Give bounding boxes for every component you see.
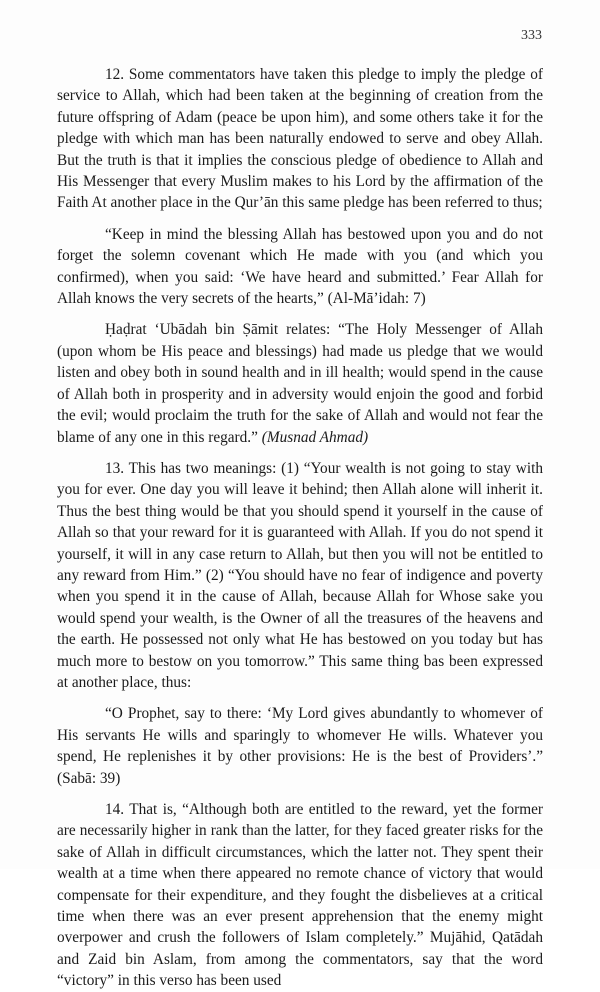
hadith-text: Ḥaḍrat ‘Ubādah bin Ṣāmit relates: “The Holy Messenger of Allah (upon whom be His peace and blessings) had made us pledge that we would listen and obey both in sound health and in ill health; would spend in the cause of Allah both in prosperity and in adversity would enjoin the good and forbid the evil; would proclaim the truth for the sake of Allah and would not fear the blame of any one in this regard.” <box>57 321 543 446</box>
note-14-paragraph: 14. That is, “Although both are entitled to the reward, yet the former are necessarily higher in rank than the latter, for they faced greater risks for the sake of Allah in difficult circumstances, which the latter not. They spent their wealth at a time when there appeared no remote chance of victory that would compensate for their expenditure, and they fought the disbelieves at a critical time when there was an ever present apprehension that the enemy might overpower and crush the followers of Islam completely.” Mujāhid, Qatādah and Zaid bin Aslam, from among the commentators, say that the word “victory” in this verso has been used <box>57 801 543 990</box>
quote-saba-paragraph: “O Prophet, say to there: ‘My Lord gives abundantly to whomever of His servants He wills and sparingly to whomever He wills. Whatever you spend, He replenishes it by other provisions: He is the best of Providers’.” (Sabā: 39) <box>57 705 543 787</box>
note-13-paragraph: 13. This has two meanings: (1) “Your wealth is not going to stay with you for ever. One day you will leave it behind; then Allah alone will inherit it. Thus the best thing would be that you should spend it yourself in the cause of Allah so that your reward for it is guaranteed with Allah. If you do not spend it yourself, it will in any case return to Allah, but then you will not be entitled to any reward from Him.” (2) “You should have no fear of indigence and poverty when you spend it in the cause of Allah, because Allah for Whose sake you would spend your wealth, is the Owner of all the treasures of the heavens and the earth. He possessed not only what He has bestowed on you today but has much more to bestow on you tomorrow.” This same thing bas been expressed at another place, thus: <box>57 459 543 691</box>
hadith-citation: (Musnad Ahmad) <box>261 428 369 446</box>
quote-al-maidah-paragraph: “Keep in mind the blessing Allah has bestowed upon you and do not forget the solemn covenant which He made with you (and which you confirmed), when you said: ‘We have heard and submitted.’ Fear Allah for Allah knows the very secrets of the hearts,” (Al-Mā’idah: 7) <box>57 225 543 308</box>
body-text <box>57 64 543 992</box>
hadith-ubadah-paragraph <box>57 319 543 447</box>
page-number: 333 <box>521 28 542 43</box>
note-12-paragraph: 12. Some commentators have taken this pledge to imply the pledge of service to Allah, which had been taken at the beginning of creation from the future offspring of Adam (peace be upon him), and some others take it for the pledge with which man has been naturally endowed to serve and obey Allah. But the truth is that it implies the conscious pledge of obedience to Allah and His Messenger that every Muslim makes to his Lord by the affirmation of the Faith At another place in the Qur’ān this same pledge has been referred to thus; <box>57 66 543 212</box>
